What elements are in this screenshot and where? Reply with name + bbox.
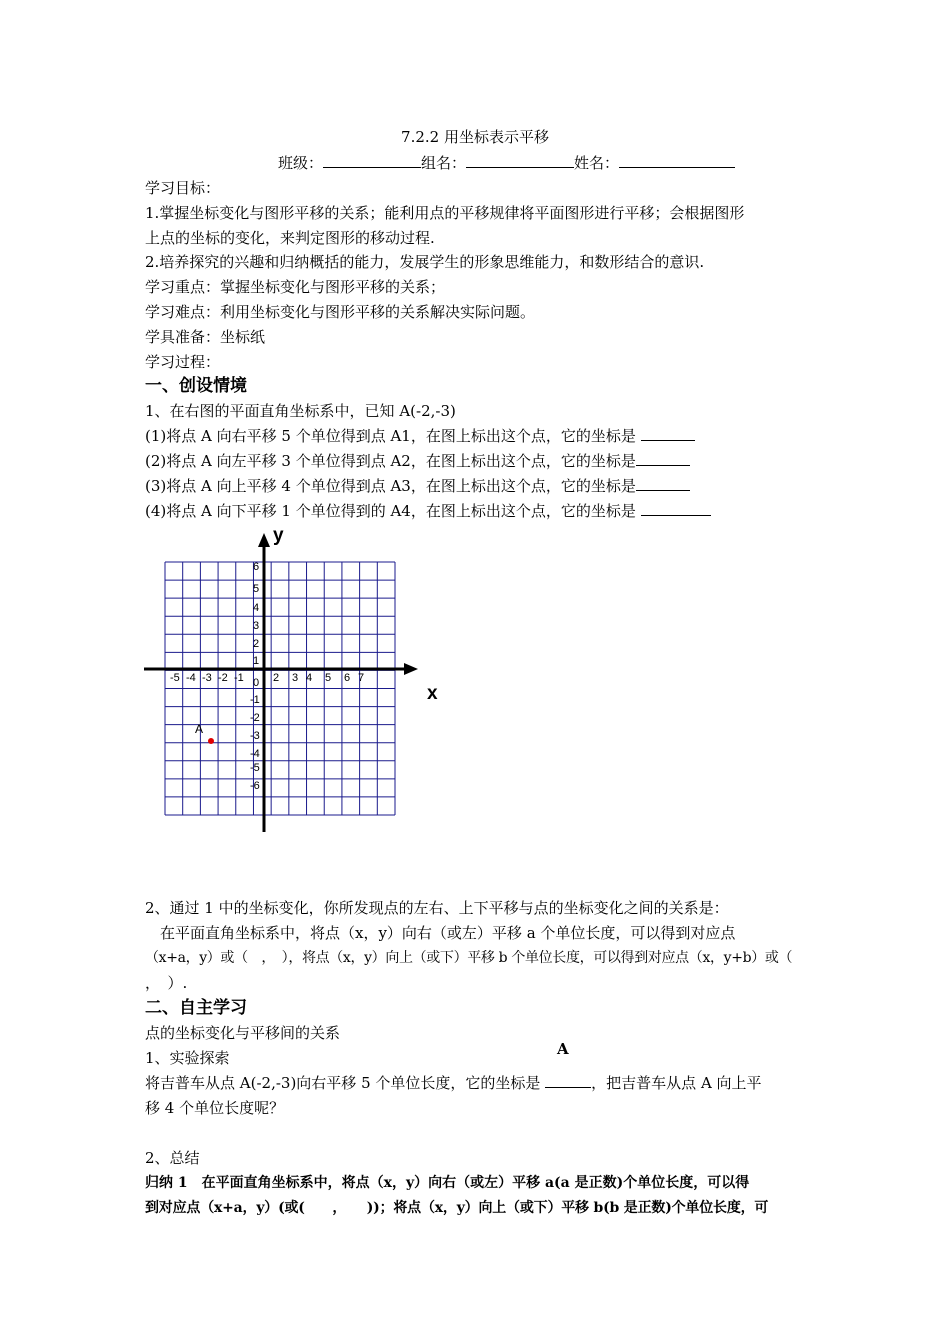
q2-para-line3: ， ）. — [145, 974, 188, 992]
summary-heading: 2、总结 — [145, 1149, 200, 1167]
x-tick-label: 2 — [273, 672, 280, 684]
q1-b-text: (2)将点 A 向左平移 3 个单位得到点 A2，在图上标出这个点，它的坐标是 — [145, 452, 636, 470]
experiment-line1-b: ，把吉普车从点 A 向上平 — [591, 1074, 762, 1092]
x-tick-label: -3 — [202, 672, 212, 684]
q2-para-line1: 在平面直角坐标系中，将点（x，y）向右（或左）平移 a 个单位长度，可以得到对应点 — [160, 924, 736, 942]
x-tick-label: -1 — [234, 672, 244, 684]
section2-heading: 二、自主学习 — [145, 998, 247, 1018]
x-tick-label: 4 — [306, 672, 313, 684]
objective-1-line1: 1.掌握坐标变化与图形平移的关系；能利用点的平移规律将平面图形进行平移；会根据图形 — [145, 204, 745, 222]
y-tick-label: -4 — [250, 748, 260, 760]
page-title: 7.2.2 用坐标表示平移 — [401, 128, 549, 146]
x-tick-label: -4 — [186, 672, 196, 684]
y-tick-label: 2 — [253, 638, 260, 650]
q2-question: 2、通过 1 中的坐标变化，你所发现点的左右、上下平移与点的坐标变化之间的关系是： — [145, 899, 729, 917]
x-axis-label: x — [427, 683, 438, 704]
rule1-line2: 到对应点（x+a，y）(或( ， ))；将点（x，y）向上（或下）平移 b(b 是正数)个单位长度，可 — [145, 1200, 769, 1216]
y-tick-label: -5 — [250, 762, 260, 774]
experiment-line1-a: 将吉普车从点 A(-2,-3)向右平移 5 个单位长度，它的坐标是 — [145, 1074, 541, 1092]
name-label: 姓名： — [574, 154, 620, 172]
y-tick-label: 1 — [253, 655, 260, 667]
rule1-line1: 归纳 1 在平面直角坐标系中，将点（x，y）向右（或左）平移 a(a 是正数)个单位长度，可以得 — [145, 1175, 750, 1191]
y-tick-label: 4 — [253, 602, 260, 614]
q1-intro: 1、在右图的平面直角坐标系中，已知 A(-2,-3) — [145, 402, 456, 420]
point-a-marker — [208, 738, 214, 744]
x-tick-labels — [170, 672, 364, 684]
y-tick-label: 6 — [253, 561, 260, 573]
point-a-label: A — [195, 722, 204, 736]
objective-2: 2.培养探究的兴趣和归纳概括的能力，发展学生的形象思维能力，和数形结合的意识. — [145, 253, 705, 271]
y-tick-label: -2 — [250, 712, 260, 724]
y-tick-label: 3 — [253, 620, 260, 632]
objective-1-line2: 上点的坐标的变化，来判定图形的移动过程. — [145, 229, 435, 247]
experiment-line2: 移 4 个单位长度呢？ — [145, 1099, 285, 1117]
x-tick-label: 5 — [325, 672, 332, 684]
y-tick-label: 5 — [253, 583, 260, 595]
x-tick-label: 3 — [292, 672, 299, 684]
y-axis-arrow — [258, 533, 270, 547]
q2-para-line2: （x+a，y）或（ ， ），将点（x，y）向上（或下）平移 b 个单位长度，可以得到对应点（x，y+b）或（ — [145, 950, 793, 966]
y-tick-label: -6 — [250, 780, 260, 792]
section2-subtitle: 点的坐标变化与平移间的关系 — [145, 1024, 341, 1042]
y-tick-label: -3 — [250, 730, 260, 742]
class-label: 班级： — [278, 154, 324, 172]
experiment-answer[interactable] — [545, 1073, 591, 1088]
objectives-heading: 学习目标： — [145, 179, 221, 197]
tools: 学具准备：坐标纸 — [145, 328, 266, 346]
q1-a-text: (1)将点 A 向右平移 5 个单位得到点 A1，在图上标出这个点，它的坐标是 — [145, 427, 636, 445]
q1-d-text: (4)将点 A 向下平移 1 个单位得到的 A4，在图上标出这个点，它的坐标是 — [145, 502, 636, 520]
difficulty: 学习难点：利用坐标变化与图形平移的关系解决实际问题。 — [145, 303, 536, 321]
grid-lines — [165, 562, 395, 815]
x-tick-label: -5 — [170, 672, 180, 684]
q1-c-text: (3)将点 A 向上平移 4 个单位得到点 A3，在图上标出这个点，它的坐标是 — [145, 477, 636, 495]
group-label: 组名： — [421, 154, 467, 172]
x-tick-label: 6 — [344, 672, 351, 684]
experiment-line1 — [145, 1073, 762, 1093]
origin-label: 0 — [253, 677, 260, 689]
y-tick-label: -1 — [250, 694, 260, 706]
section1-heading: 一、创设情境 — [145, 376, 247, 396]
x-axis-arrow — [404, 663, 418, 675]
floating-a-label: A — [557, 1040, 569, 1058]
key-point: 学习重点：掌握坐标变化与图形平移的关系； — [145, 278, 446, 296]
x-tick-label: 7 — [358, 672, 365, 684]
y-axis-label: y — [273, 525, 284, 546]
experiment-heading: 1、实验探索 — [145, 1049, 230, 1067]
process-heading: 学习过程： — [145, 353, 221, 371]
x-tick-label: -2 — [218, 672, 228, 684]
